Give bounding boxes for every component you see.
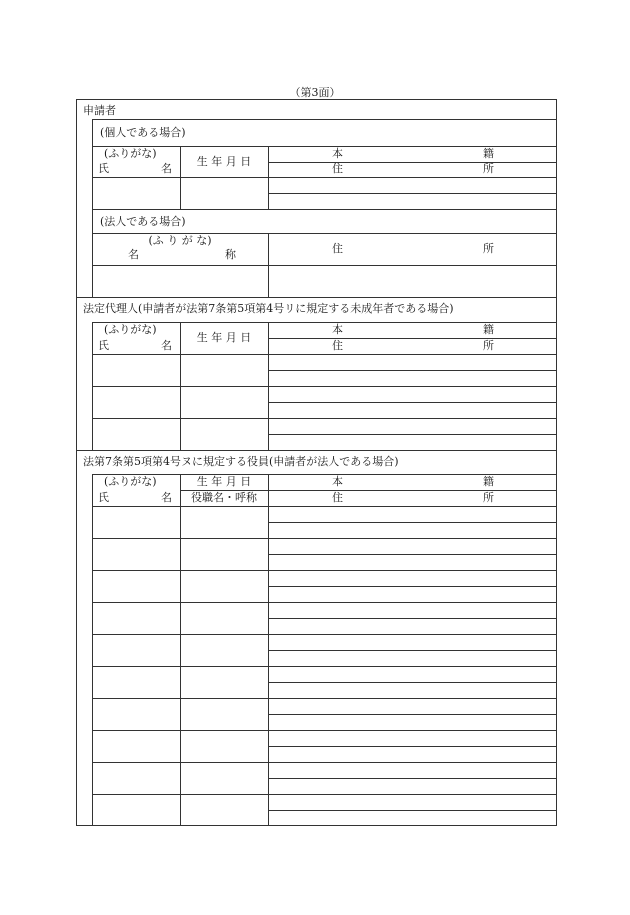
- officers-furigana-label: (ふりがな): [104, 475, 157, 488]
- individual-furigana-label: (ふりがな): [104, 147, 157, 160]
- corporation-furigana-label: (ふ り が な): [148, 234, 212, 247]
- officers-birthdate-label: 生 年 月 日: [196, 475, 252, 488]
- legal-rep-furigana-label: (ふりがな): [104, 323, 157, 336]
- officers-heading: 法第7条第5項第4号ヌに規定する役員(申請者が法人である場合): [83, 455, 399, 468]
- corporation-heading: (法人である場合): [100, 215, 186, 228]
- officers-honseki-label: 本 籍: [332, 475, 494, 488]
- officers-address-label: 住 所: [332, 491, 494, 504]
- officers-title-label: 役職名・呼称: [191, 491, 257, 504]
- legal-rep-heading: 法定代理人(申請者が法第7条第5項第4号リに規定する未成年者である場合): [83, 302, 454, 315]
- individual-honseki-label: 本 籍: [332, 147, 494, 160]
- legal-rep-birthdate-label: 生 年 月 日: [196, 331, 252, 344]
- corporation-address-label: 住 所: [332, 242, 494, 255]
- corporation-name-label: 名 称: [128, 248, 236, 261]
- individual-birthdate-label: 生 年 月 日: [196, 155, 252, 168]
- legal-rep-name-label: 氏 名: [98, 339, 172, 352]
- applicant-heading: 申請者: [83, 104, 116, 117]
- individual-heading: (個人である場合): [100, 126, 186, 139]
- legal-rep-address-label: 住 所: [332, 339, 494, 352]
- individual-name-label: 氏 名: [98, 162, 172, 175]
- page-title: （第3面）: [289, 86, 341, 99]
- legal-rep-honseki-label: 本 籍: [332, 323, 494, 336]
- officers-name-label: 氏 名: [98, 491, 172, 504]
- individual-address-label: 住 所: [332, 162, 494, 175]
